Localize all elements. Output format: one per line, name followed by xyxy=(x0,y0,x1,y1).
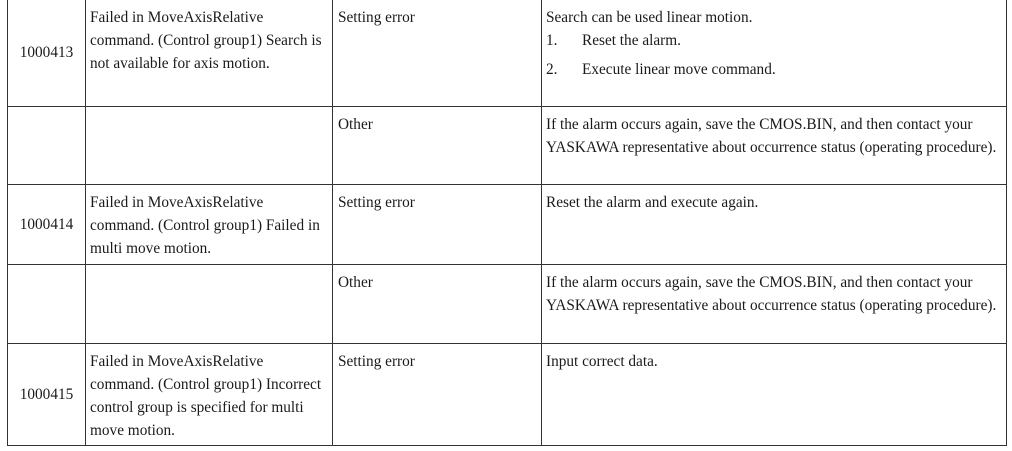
alarm-cause: Setting error xyxy=(338,194,415,211)
alarm-cause-cell xyxy=(333,185,542,265)
alarm-description-cell xyxy=(86,0,333,107)
remedy-steps xyxy=(546,29,1000,81)
remedy-step-text: Execute linear move command. xyxy=(582,61,776,79)
alarm-cause-cell xyxy=(333,0,542,107)
alarm-cause: Other xyxy=(338,273,373,291)
alarm-code: 1000415 xyxy=(19,385,74,403)
table-row xyxy=(8,107,1007,185)
alarm-description-cell xyxy=(86,185,333,265)
alarm-code: 1000413 xyxy=(19,44,74,62)
table-row xyxy=(8,185,1007,265)
alarm-cause: Other xyxy=(338,116,373,133)
alarm-cause-cell xyxy=(333,264,542,343)
table-row xyxy=(8,0,1007,107)
remedy-step xyxy=(546,58,1000,81)
alarm-code-cell xyxy=(8,0,86,107)
remedy-step-number: 2. xyxy=(546,61,558,79)
alarm-cause: Setting error xyxy=(338,352,415,370)
alarm-description: Failed in MoveAxisRelative command. (Control group1) Incorrect control group is specified for multi move motion. xyxy=(90,352,322,440)
alarm-description-cell xyxy=(86,264,333,343)
alarm-remedy-cell xyxy=(542,343,1007,446)
alarm-remedy: Reset the alarm and execute again. xyxy=(546,194,759,211)
alarm-code-cell xyxy=(8,264,86,343)
alarm-remedy-cell xyxy=(542,0,1007,107)
remedy-intro: Search can be used linear motion. xyxy=(546,9,753,26)
alarm-cause: Setting error xyxy=(338,9,415,26)
alarm-remedy-cell xyxy=(542,107,1007,185)
alarm-description-cell xyxy=(86,343,333,446)
remedy-step-text: Reset the alarm. xyxy=(582,32,681,50)
remedy-step-number: 1. xyxy=(546,32,558,50)
alarm-remedy: Input correct data. xyxy=(546,352,658,370)
alarm-cause-cell xyxy=(333,343,542,446)
alarm-code-cell xyxy=(8,107,86,185)
alarm-remedy: If the alarm occurs again, save the CMOS.BIN, and then contact your YASKAWA representative about occurrence status (operating procedure). xyxy=(546,273,997,314)
alarm-remedy-cell xyxy=(542,264,1007,343)
alarm-description: Failed in MoveAxisRelative command. (Control group1) Failed in multi move motion. xyxy=(90,194,320,258)
alarm-code-cell xyxy=(8,343,86,446)
table-row xyxy=(8,264,1007,343)
alarm-description-cell xyxy=(86,107,333,185)
alarm-table xyxy=(7,0,1007,446)
alarm-code-cell xyxy=(8,185,86,265)
alarm-description: Failed in MoveAxisRelative command. (Control group1) Search is not available for axis motion. xyxy=(90,9,322,73)
remedy-step xyxy=(546,29,1000,52)
table-row xyxy=(8,343,1007,446)
alarm-remedy: If the alarm occurs again, save the CMOS.BIN, and then contact your YASKAWA representative about occurrence status (operating procedure). xyxy=(546,116,997,157)
alarm-remedy-cell xyxy=(542,185,1007,265)
alarm-cause-cell xyxy=(333,107,542,185)
alarm-code: 1000414 xyxy=(19,215,74,233)
